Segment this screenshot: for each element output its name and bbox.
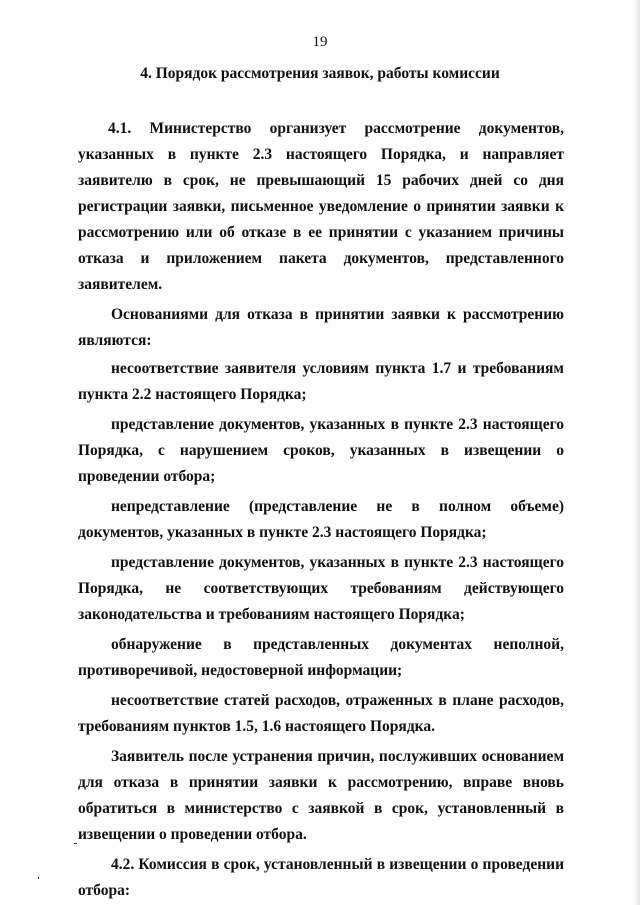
paragraph-ground-1: несоответствие заявителя условиям пункта 1.7 и требованиям пункта 2.2 настоящего Порядка; (78, 360, 564, 403)
paragraph-reapply: Заявитель после устранения причин, послуживших основанием для отказа в принятии заявки к рассмотрению, вправе вновь обратиться в министерство с заявкой в срок, установленный в извещении о проведении отбора. (78, 748, 564, 843)
paragraph-4-2: 4.2. Комиссия в срок, установленный в извещении о проведении отбора: (78, 856, 564, 899)
section-heading: 4. Порядок рассмотрения заявок, работы комиссии (140, 65, 500, 82)
paragraph-ground-2: представление документов, указанных в пункте 2.3 настоящего Порядка, с нарушением сроков, указанных в извещении о проведении отбора; (78, 416, 564, 485)
scan-speck (38, 877, 39, 879)
page-number: 19 (312, 34, 328, 50)
document-body (78, 116, 564, 904)
scan-speck (74, 843, 77, 844)
paragraph-grounds-intro: Основаниями для отказа в принятии заявки к рассмотрению являются: (78, 306, 564, 349)
paragraph-ground-6: несоответствие статей расходов, отраженных в плане расходов, требованиям пунктов 1.5, 1.6 настоящего Порядка. (78, 692, 564, 735)
paragraph-ground-4: представление документов, указанных в пункте 2.3 настоящего Порядка, не соответствующих требованиям действующего законодательства и требованиям настоящего Порядка; (78, 554, 564, 623)
page-edge-shadow (634, 0, 640, 905)
paragraph-ground-5: обнаружение в представленных документах неполной, противоречивой, недостоверной информации; (78, 636, 564, 679)
paragraph-4-1: 4.1. Министерство организует рассмотрение документов, указанных в пункте 2.3 настоящего Порядка, и направляет заявителю в срок, не превышающий 15 рабочих дней со дня регистрации заявки, письменное уведомление о принятии заявки к рассмотрению или об отказе в ее принятии с указанием причины отказа и приложением пакета документов, представленного заявителем. (78, 120, 564, 293)
paragraph-ground-3: непредставление (представление не в полном объеме) документов, указанных в пункте 2.3 настоящего Порядка; (78, 498, 564, 541)
